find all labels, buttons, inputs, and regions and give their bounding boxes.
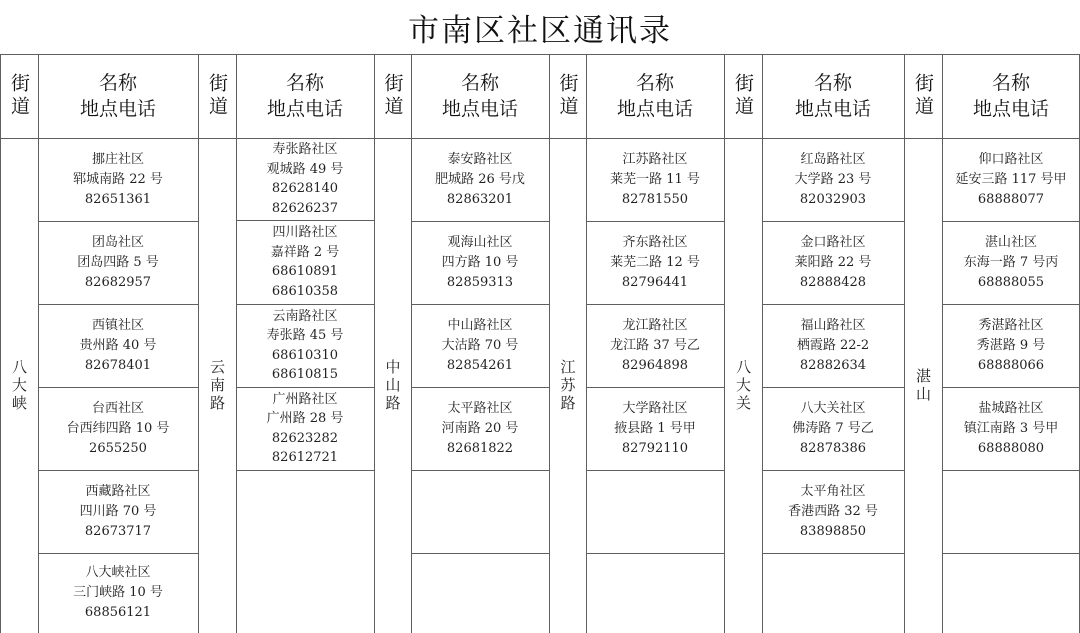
header-name: [38, 54, 198, 138]
row-divider: [411, 470, 549, 471]
community-name: 湛山社区: [984, 234, 1037, 250]
street-name-label: 云南路: [208, 358, 226, 413]
community-entry: [586, 387, 724, 470]
header-name: [586, 54, 724, 138]
community-address: 河南路 20 号: [441, 420, 519, 436]
community-phone: 68610310: [271, 347, 339, 363]
header-name-label: 名称: [285, 72, 324, 94]
community-name: 云南路社区: [272, 308, 338, 324]
community-address: 香港西路 32 号: [788, 503, 878, 519]
community-name: 西镇社区: [91, 317, 144, 333]
community-address: 台西纬四路 10 号: [66, 420, 170, 436]
header-street-label: 街道: [912, 73, 934, 119]
community-address: 延安三路 117 号甲: [955, 171, 1067, 187]
street-name: [198, 138, 236, 633]
community-entry: [236, 220, 374, 304]
header-name-label: 名称: [991, 72, 1030, 94]
community-entry: [762, 470, 904, 553]
street-name-label: 八大关: [734, 358, 752, 413]
community-name: 盐城路社区: [978, 400, 1044, 416]
street-name: [549, 138, 586, 633]
community-entry: [942, 221, 1080, 304]
community-entry: [236, 138, 374, 220]
row-divider: [942, 553, 1080, 554]
street-name-label: 江苏路: [558, 358, 577, 413]
header-street-label: 街道: [8, 73, 30, 119]
community-address: 广州路 28 号: [266, 411, 344, 426]
community-address: 嘉祥路 2 号: [270, 244, 340, 260]
header-name-label: 名称: [98, 72, 137, 94]
header-name: [762, 54, 904, 138]
community-entry: [411, 221, 549, 304]
community-name: 八大关社区: [800, 400, 866, 416]
row-divider: [586, 553, 724, 554]
community-entry: [236, 387, 374, 470]
community-address: 观城路 49 号: [266, 161, 344, 177]
community-address: 肥城路 26 号戊: [435, 171, 525, 187]
community-address: 佛涛路 7 号乙: [792, 420, 874, 436]
community-name: 台西社区: [91, 400, 144, 416]
row-divider: [586, 470, 724, 471]
community-address: 掖县路 1 号甲: [614, 420, 696, 436]
community-name: 广州路社区: [272, 391, 338, 407]
community-name: 团岛社区: [91, 234, 144, 250]
street-name: [904, 138, 942, 633]
header-name-label: 名称: [635, 72, 674, 94]
street-name: [374, 138, 411, 633]
community-phone: 82878386: [799, 440, 867, 456]
community-name: 西藏路社区: [85, 483, 151, 499]
street-name: [724, 138, 762, 633]
community-address: 东海一路 7 号丙: [963, 254, 1059, 270]
community-name: 福山路社区: [800, 317, 866, 333]
header-name-label: 名称: [460, 72, 499, 94]
community-name: 八大峡社区: [85, 565, 151, 580]
community-name: 寿张路社区: [272, 142, 338, 157]
community-phone: 83898850: [799, 523, 867, 539]
community-entry: [762, 221, 904, 304]
community-address: 莱阳路 22 号: [794, 254, 872, 270]
community-entry: [586, 304, 724, 387]
row-divider: [942, 470, 1080, 471]
header-name: [942, 54, 1080, 138]
community-name: 江苏路社区: [622, 151, 688, 167]
community-name: 齐东路社区: [622, 234, 688, 250]
community-address: 镇江南路 3 号甲: [963, 420, 1059, 436]
header-address-phone-label: 地点电话: [616, 98, 693, 120]
community-phone: 2655250: [89, 440, 147, 456]
community-entry: [942, 138, 1080, 221]
community-phone: 82626237: [271, 200, 339, 216]
community-phone: 82673717: [84, 523, 152, 539]
header-name: [236, 54, 374, 138]
row-divider: [411, 553, 549, 554]
community-entry: [236, 304, 374, 387]
row-divider: [762, 553, 904, 554]
community-address: 贵州路 40 号: [79, 337, 157, 353]
community-entry: [411, 138, 549, 221]
community-phone: 82863201: [446, 191, 514, 207]
community-name: 太平路社区: [447, 400, 513, 416]
community-entry: [942, 304, 1080, 387]
community-phone: 82854261: [446, 357, 514, 373]
community-name: 观海山社区: [447, 234, 513, 250]
community-phone: 82796441: [621, 274, 689, 290]
community-phone: 68888066: [977, 357, 1045, 373]
community-name: 太平角社区: [800, 483, 866, 499]
header-street: [724, 54, 762, 138]
community-phone: 82623282: [271, 430, 339, 446]
community-entry: [762, 387, 904, 470]
community-phone: 68888080: [977, 440, 1045, 456]
community-phone: 68888077: [977, 191, 1045, 207]
header-street: [0, 54, 38, 138]
street-name: [0, 138, 38, 633]
community-name: 四川路社区: [272, 225, 338, 240]
header-street: [904, 54, 942, 138]
community-entry: [411, 387, 549, 470]
community-name: 龙江路社区: [622, 317, 688, 333]
header-address-phone-label: 地点电话: [972, 98, 1049, 120]
community-address: 龙江路 37 号乙: [610, 337, 700, 353]
community-entry: [38, 138, 198, 221]
community-address: 莱芜一路 11 号: [610, 171, 700, 187]
community-phone: 82781550: [621, 191, 689, 207]
header-street-label: 街道: [381, 73, 404, 119]
community-phone: 68610815: [271, 367, 339, 382]
header-name: [411, 54, 549, 138]
header-street-label: 街道: [732, 73, 754, 119]
community-entry: [38, 553, 198, 633]
header-street: [198, 54, 236, 138]
community-address: 郓城南路 22 号: [73, 171, 163, 187]
community-address: 莱芜二路 12 号: [610, 254, 700, 270]
community-address: 寿张路 45 号: [266, 328, 344, 343]
community-phone: 82681822: [446, 440, 514, 456]
community-phone: 82682957: [84, 274, 152, 290]
community-phone: 82792110: [621, 440, 689, 456]
community-address: 四川路 70 号: [79, 503, 157, 519]
community-entry: [411, 304, 549, 387]
community-phone: 68610891: [271, 264, 339, 279]
community-phone: 82612721: [271, 450, 339, 465]
community-name: 秀湛路社区: [978, 317, 1044, 333]
community-entry: [38, 387, 198, 470]
header-address-phone-label: 地点电话: [794, 98, 871, 120]
community-phone: 82032903: [799, 191, 867, 207]
community-address: 团岛四路 5 号: [77, 254, 159, 270]
community-phone: 82678401: [84, 357, 152, 373]
header-street: [549, 54, 586, 138]
community-phone: 68856121: [84, 605, 152, 620]
street-name-label: 八大峡: [10, 358, 28, 413]
community-entry: [762, 304, 904, 387]
community-name: 挪庄社区: [91, 151, 144, 167]
community-address: 大学路 23 号: [794, 171, 872, 187]
community-entry: [586, 221, 724, 304]
community-address: 大沽路 70 号: [441, 337, 519, 353]
community-name: 金口路社区: [800, 234, 866, 250]
community-address: 三门峡路 10 号: [73, 585, 163, 600]
header-name-label: 名称: [813, 72, 852, 94]
community-entry: [38, 221, 198, 304]
community-entry: [38, 304, 198, 387]
community-entry: [586, 138, 724, 221]
community-name: 泰安路社区: [447, 151, 513, 167]
header-address-phone-label: 地点电话: [441, 98, 518, 120]
community-address: 秀湛路 9 号: [976, 337, 1046, 353]
community-phone: 82964898: [621, 357, 689, 373]
community-entry: [942, 387, 1080, 470]
community-phone: 82859313: [446, 274, 514, 290]
header-address-phone-label: 地点电话: [266, 98, 343, 120]
community-phone: 68888055: [977, 274, 1045, 290]
community-phone: 82882634: [799, 357, 867, 373]
header-address-phone-label: 地点电话: [79, 98, 156, 120]
community-phone: 82651361: [84, 191, 152, 207]
community-address: 栖霞路 22-2: [796, 337, 870, 353]
street-name-label: 湛山: [914, 367, 932, 404]
community-phone: 82888428: [799, 274, 867, 290]
community-name: 中山路社区: [447, 317, 513, 333]
community-entry: [38, 470, 198, 553]
community-entry: [762, 138, 904, 221]
header-street-label: 街道: [556, 73, 579, 119]
community-name: 大学路社区: [622, 400, 688, 416]
row-divider: [236, 470, 374, 471]
header-street-label: 街道: [206, 73, 228, 119]
community-name: 仰口路社区: [978, 151, 1044, 167]
community-phone: 82628140: [271, 181, 339, 196]
street-name-label: 中山路: [383, 358, 402, 413]
community-address: 四方路 10 号: [441, 254, 519, 270]
page-title: 市南区社区通讯录: [408, 13, 672, 49]
community-phone: 68610358: [271, 283, 339, 299]
community-name: 红岛路社区: [800, 151, 866, 167]
header-street: [374, 54, 411, 138]
